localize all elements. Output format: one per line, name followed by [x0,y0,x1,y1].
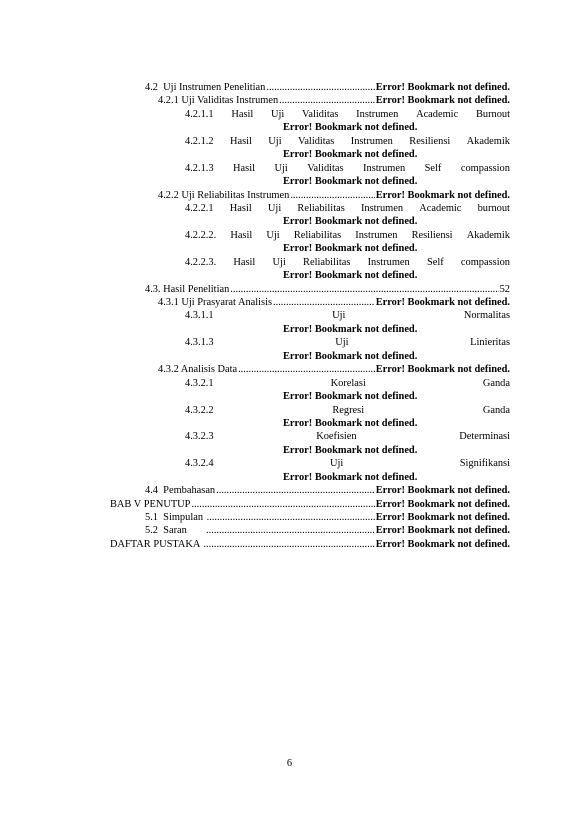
toc-entry-word: Academic [419,202,462,214]
toc-entry-word: compassion [460,162,510,174]
toc-entry-word: Normalitas [463,310,510,322]
toc-entry-word: Reliabilitas [297,202,345,214]
toc-entry-word: Uji [330,458,344,470]
toc-entry[interactable] [110,363,510,376]
toc-entry-title: 4.2 Uji Instrumen Penelitian [145,82,266,93]
toc-entry-ref: Error! Bookmark not defined. [283,417,418,429]
toc-entry-ref: Error! Bookmark not defined. [283,350,418,362]
toc-entry-title: 4.4 Pembahasan [145,485,216,497]
toc-entry-word: Burnout [475,108,510,120]
toc-entry-ref: Error! Bookmark not defined. [283,391,418,403]
toc-entry[interactable] [110,202,510,215]
toc-entry-word: 4.3.2.2 [185,404,214,416]
toc-entry[interactable] [110,457,510,470]
toc-entry-title: 4.3.1 Uji Prasyarat Analisis [158,297,272,308]
toc-entry-title: 4.2.1 Uji Validitas Instrumen [158,95,279,107]
toc-entry-word: Self [424,162,442,174]
toc-entry-word: Hasil [233,256,256,268]
toc-entry-word: Signifikansi [459,458,510,470]
toc-entry[interactable] [110,283,510,296]
toc-entry-ref: Error! Bookmark not defined. [283,444,418,456]
toc-entry[interactable] [110,94,510,107]
toc-entry-word: Uji [267,202,282,214]
toc-entry-word: 4.2.2.2. [185,229,217,241]
toc-entry-ref: Error! Bookmark not defined. [375,95,510,107]
toc-dot-leader [290,189,374,202]
toc-dot-leader [238,363,375,376]
toc-entry-word: Determinasi [459,431,510,443]
toc-entry-continuation [110,350,510,363]
toc-entry-ref: Error! Bookmark not defined. [283,176,418,188]
toc-entry[interactable] [110,108,510,121]
toc-entry-word: Hasil [229,135,252,147]
toc-entry-ref: Error! Bookmark not defined. [283,323,418,335]
toc-dot-leader [273,296,375,309]
toc-entry-ref: Error! Bookmark not defined. [375,512,510,523]
toc-entry-word: 4.3.1.1 [185,310,214,322]
toc-entry-word: Instrumen [367,256,410,268]
toc-entry-word: 4.2.1.2 [185,135,214,147]
toc-entry-continuation [110,323,510,336]
table-of-contents [110,81,510,551]
toc-entry-ref: Error! Bookmark not defined. [283,122,418,134]
toc-entry-ref: Error! Bookmark not defined. [375,498,510,510]
toc-entry-title: 4.2.2 Uji Reliabilitas Instrumen [158,189,290,201]
toc-entry-word: 4.3.2.1 [185,377,214,389]
toc-entry-ref: Error! Bookmark not defined. [375,525,510,537]
toc-entry-word: Instrumen [360,202,404,214]
toc-entry-title: DAFTAR PUSTAKA [110,538,203,550]
toc-entry[interactable] [110,404,510,417]
toc-entry[interactable] [110,498,510,511]
toc-entry-ref: Error! Bookmark not defined. [375,189,510,201]
toc-entry-word: Uji [335,337,349,349]
toc-entry[interactable] [110,430,510,443]
toc-entry-word: Hasil [231,108,254,120]
toc-entry-word: 4.3.2.4 [185,458,214,470]
toc-entry-word: Validitas [307,162,344,174]
toc-entry-word: Instrumen [363,162,406,174]
toc-entry[interactable] [110,336,510,349]
toc-entry[interactable] [110,189,510,202]
toc-entry-word: Academic [416,108,459,120]
toc-entry-word: Uji [266,229,280,241]
toc-entry-word: Resiliensi [411,229,453,241]
toc-entry-word: Instrumen [356,108,399,120]
toc-entry-continuation [110,471,510,484]
toc-entry-continuation [110,444,510,457]
toc-entry[interactable] [110,135,510,148]
toc-entry-word: 4.3.1.3 [185,337,214,349]
toc-entry-word: Uji [332,310,346,322]
toc-entry-ref: Error! Bookmark not defined. [375,538,510,550]
toc-entry-word: Resiliensi [409,135,451,147]
toc-entry-word: 4.3.2.3 [185,431,214,443]
toc-entry[interactable] [110,484,510,497]
toc-entry[interactable] [110,377,510,390]
toc-entry-word: Koefisien [316,431,357,443]
toc-entry-continuation [110,417,510,430]
toc-entry-ref: Error! Bookmark not defined. [283,270,418,282]
toc-entry-title: 5.2 Saran [145,525,206,537]
toc-entry-continuation [110,215,510,228]
toc-entry-title: BAB V PENUTUP [110,498,191,510]
toc-entry-ref: Error! Bookmark not defined. [283,149,418,161]
toc-entry[interactable] [110,524,510,537]
toc-dot-leader [203,538,374,551]
toc-entry-word: Akademik [466,229,510,241]
toc-entry-ref: Error! Bookmark not defined. [375,485,510,497]
toc-entry[interactable] [110,81,510,94]
toc-entry-continuation [110,390,510,403]
toc-entry-word: Akademik [466,135,510,147]
toc-entry-title: 4.3. Hasil Penelitian [145,283,230,295]
page-number: 6 [286,758,293,769]
toc-entry-word: Ganda [482,404,510,416]
toc-entry-title: 5.1 Simpulan [145,512,206,523]
toc-entry-ref: Error! Bookmark not defined. [375,297,510,308]
toc-entry[interactable] [110,309,510,322]
toc-entry-word: Regresi [332,404,365,416]
toc-entry-ref: Error! Bookmark not defined. [283,216,418,228]
toc-dot-leader [191,498,374,511]
toc-entry-ref: Error! Bookmark not defined. [283,471,418,483]
toc-entry-continuation [110,121,510,134]
toc-entry[interactable] [110,229,510,242]
toc-entry-word: Uji [272,256,286,268]
toc-entry-word: compassion [460,256,510,268]
toc-entry-word: 4.2.1.3 [185,162,214,174]
toc-dot-leader [279,94,375,107]
toc-entry-word: Hasil [229,202,252,214]
toc-entry-continuation [110,269,510,282]
toc-entry-title: 4.3.2 Analisis Data [158,364,238,376]
toc-dot-leader [207,511,375,524]
toc-entry-word: Korelasi [330,377,366,389]
toc-entry-word: 4.2.2.1 [185,202,214,214]
toc-entry-word: Uji [274,162,288,174]
toc-entry-word: Validitas [297,135,335,147]
toc-entry-ref: Error! Bookmark not defined. [375,82,510,93]
toc-dot-leader [216,484,375,497]
toc-entry-word: Validitas [302,108,339,120]
toc-entry-word: Self [426,256,444,268]
toc-entry-continuation [110,148,510,161]
toc-entry[interactable] [110,256,510,269]
toc-entry-word: 4.2.1.1 [185,108,214,120]
toc-entry-word: 4.2.2.3. [185,256,217,268]
toc-entry-word: Reliabilitas [303,256,351,268]
toc-entry-continuation [110,175,510,188]
toc-dot-leader [230,283,498,296]
toc-entry-word: Linieritas [470,337,510,349]
toc-entry-word: Instrumen [355,229,398,241]
toc-entry-continuation [110,242,510,255]
toc-entry-ref: Error! Bookmark not defined. [283,243,418,255]
toc-entry[interactable] [110,511,510,524]
toc-entry[interactable] [110,296,510,309]
toc-dot-leader [206,524,375,537]
toc-entry-word: Reliabilitas [293,229,342,241]
toc-entry[interactable] [110,538,510,551]
toc-entry[interactable] [110,162,510,175]
toc-entry-word: burnout [477,202,510,214]
toc-dot-leader [266,81,374,94]
toc-entry-ref: Error! Bookmark not defined. [375,364,510,376]
toc-entry-page: 52 [499,283,510,295]
toc-entry-word: Uji [271,108,285,120]
toc-entry-word: Hasil [233,162,255,174]
toc-entry-word: Instrumen [350,135,393,147]
toc-entry-word: Hasil [230,229,253,241]
toc-entry-word: Ganda [482,377,510,389]
toc-entry-word: Uji [268,135,282,147]
